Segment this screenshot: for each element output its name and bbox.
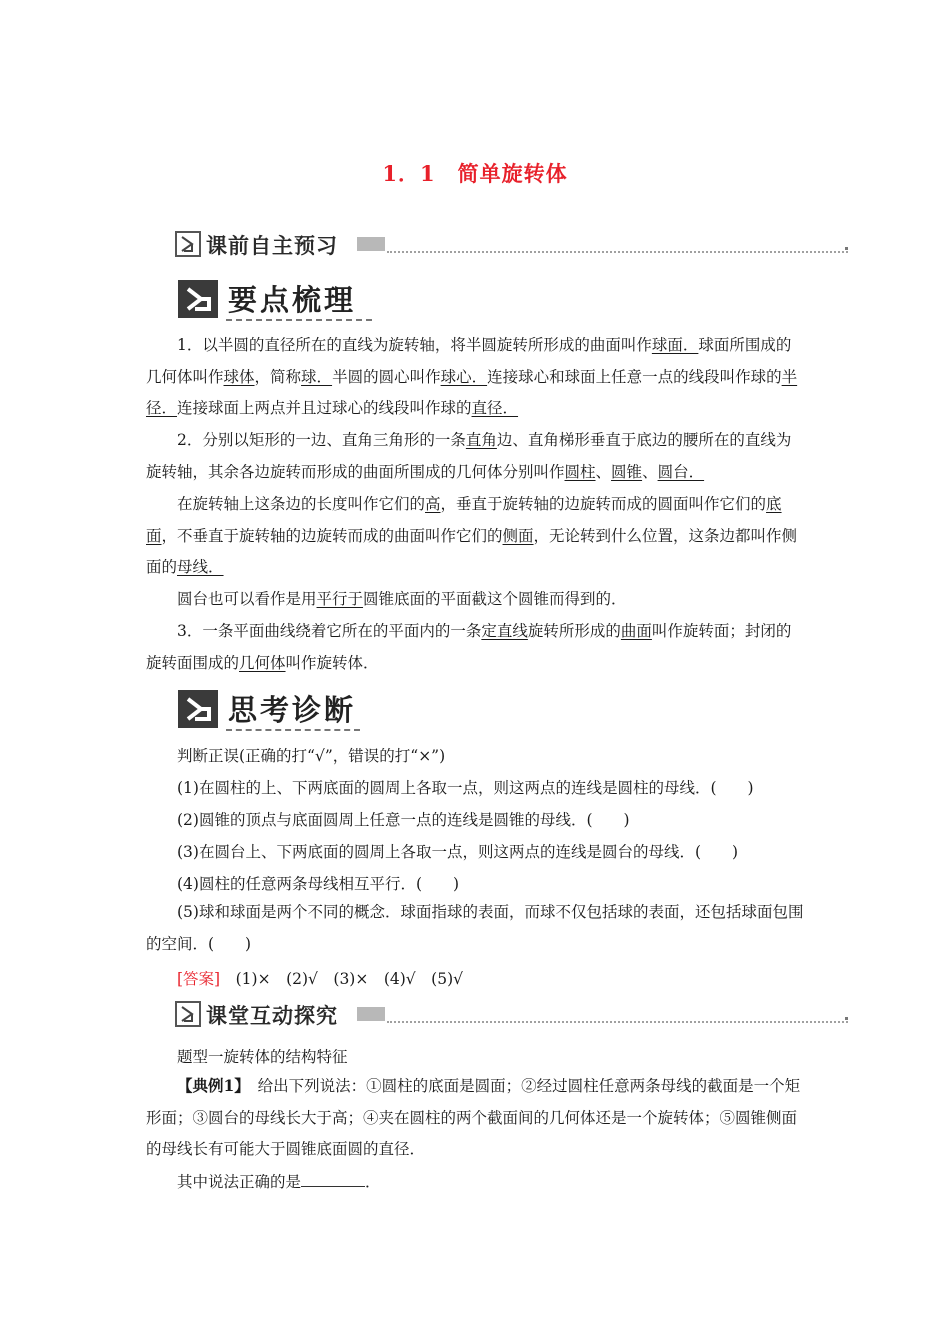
key-point-4	[146, 584, 806, 616]
judge-intro: 判断正误(正确的打“√”，错误的打“×”)	[177, 747, 446, 765]
answer-curved-surface: 曲面	[620, 622, 652, 640]
answer-sphere-body: 球体	[223, 367, 255, 386]
answer-line	[177, 967, 463, 989]
text-run: 球面所围成的几何体叫作	[146, 336, 792, 386]
section-title: 课前自主预习	[206, 234, 338, 258]
text-run: ，无论转到什么位置，这条边都叫作侧面的	[146, 526, 798, 577]
judge-item-5: (5)球和球面是两个不同的概念．球面指球的表面，而球不仅包括球的表面，还包括球面包围的空间．( )	[146, 903, 804, 953]
section-dotted-rule	[387, 251, 848, 253]
answer-cone: 圆锥	[611, 462, 643, 481]
subheader-title: 思考诊断	[228, 693, 357, 727]
arrow-badge-icon	[178, 280, 218, 318]
section-decor-block	[357, 237, 385, 251]
text-run: 边、直角梯形垂直于底边的腰所在的直线为旋转轴，其余各边旋转而形成的曲面所围成的几何体分别叫作	[146, 431, 792, 481]
answer-radius: 半径．	[146, 367, 798, 418]
answer-text: (1)× (2)√ (3)× (4)√ (5)√	[235, 970, 464, 988]
answer-sphere-surface: 球面．	[651, 336, 699, 354]
judge-item-3: (3)在圆台上、下两底面的圆周上各取一点，则这两点的连线是圆台的母线．( )	[177, 843, 739, 861]
text-run: 连接球面上两点并且过球心的线段叫作球的	[177, 399, 472, 418]
question-text: 其中说法正确的是	[177, 1173, 302, 1191]
example-1	[146, 1070, 806, 1166]
answer-blank	[301, 1172, 365, 1187]
text-run: ，垂直于旋转轴的边旋转而成的圆面叫作它们的	[440, 495, 767, 513]
text-run: 半圆的圆心叫作	[332, 367, 441, 386]
judge-item-1: (1)在圆柱的上、下两底面的圆周上各取一点，则这两点的连线是圆柱的母线．( )	[177, 779, 754, 797]
answer-ball: 球．	[301, 367, 333, 386]
section-end-dot	[845, 1017, 848, 1020]
judge-item-2: (2)圆锥的顶点与底面圆周上任意一点的连线是圆锥的母线．( )	[177, 811, 630, 829]
key-point-3	[146, 489, 806, 584]
text-run: 圆锥底面的平面截这个圆锥而得到的．	[363, 590, 627, 608]
answer-label: [答案]	[177, 970, 221, 988]
example-text: 给出下列说法：①圆柱的底面是圆面；②经过圆柱任意两条母线的截面是一个矩形面；③圆台的母线长大于高；④夹在圆柱的两个截面间的几何体还是一个旋转体；⑤圆锥侧面的母线长有可能大于圆锥底面圆的直径．	[146, 1077, 801, 1159]
text-run: 叫作旋转体．	[285, 653, 379, 672]
answer-generatrix: 母线．	[177, 558, 224, 577]
answer-right-angle: 直角	[465, 431, 497, 449]
text-run: 、	[595, 462, 612, 481]
text-run: 圆台也可以看作是用	[177, 590, 317, 608]
page-title: 1．1 简单旋转体	[382, 161, 568, 186]
answer-diameter: 直径．	[471, 399, 519, 418]
key-point-2	[146, 425, 806, 488]
section-decor-block	[357, 1007, 385, 1021]
answer-base: 底面	[146, 495, 782, 545]
answer-height: 高	[425, 495, 441, 513]
answer-center: 球心．	[440, 367, 488, 386]
answer-lateral: 侧面	[502, 526, 534, 545]
text-run: 3．一条平面曲线绕着它所在的平面内的一条	[177, 622, 482, 640]
answer-solid: 几何体	[239, 653, 286, 672]
text-run: 1．以半圆的直径所在的直线为旋转轴，将半圆旋转所形成的曲面叫作	[177, 336, 652, 354]
question-type-title: 题型一旋转体的结构特征	[177, 1048, 348, 1066]
arrow-badge-icon	[178, 690, 218, 728]
text-run: 、	[642, 462, 658, 481]
text-run: 旋转所形成的	[527, 622, 621, 640]
judge-item-4: (4)圆柱的任意两条母线相互平行．( )	[177, 875, 460, 893]
section-dotted-rule	[387, 1021, 848, 1023]
subheader-underline	[226, 729, 360, 731]
arrow-box-icon	[175, 231, 201, 257]
example-question	[177, 1170, 381, 1192]
question-end: ．	[365, 1173, 381, 1191]
subheader-underline	[226, 319, 372, 321]
example-label: 【典例1】	[177, 1076, 243, 1095]
text-run: ，不垂直于旋转轴的边旋转而成的曲面叫作它们的	[161, 526, 503, 545]
text-run: 叫作旋转面；封闭的旋转面围成的	[146, 622, 792, 672]
answer-fixed-line: 定直线	[481, 622, 528, 640]
text-run: 2．分别以矩形的一边、直角三角形的一条	[177, 431, 466, 449]
section-bar-in-class	[175, 999, 848, 1029]
text-run: ，简称	[254, 367, 302, 386]
answer-frustum: 圆台．	[657, 462, 705, 481]
section-title: 课堂互动探究	[206, 1004, 338, 1028]
arrow-box-icon	[175, 1001, 201, 1027]
text-run: 连接球心和球面上任意一点的线段叫作球的	[487, 367, 782, 386]
section-end-dot	[845, 247, 848, 250]
key-point-5	[146, 616, 806, 679]
key-point-1	[146, 330, 806, 425]
text-run: 在旋转轴上这条边的长度叫作它们的	[177, 495, 426, 513]
subheader-title: 要点梳理	[228, 283, 357, 317]
section-bar-pre-class	[175, 229, 848, 259]
answer-cylinder: 圆柱	[564, 462, 596, 481]
answer-parallel: 平行于	[316, 590, 364, 608]
